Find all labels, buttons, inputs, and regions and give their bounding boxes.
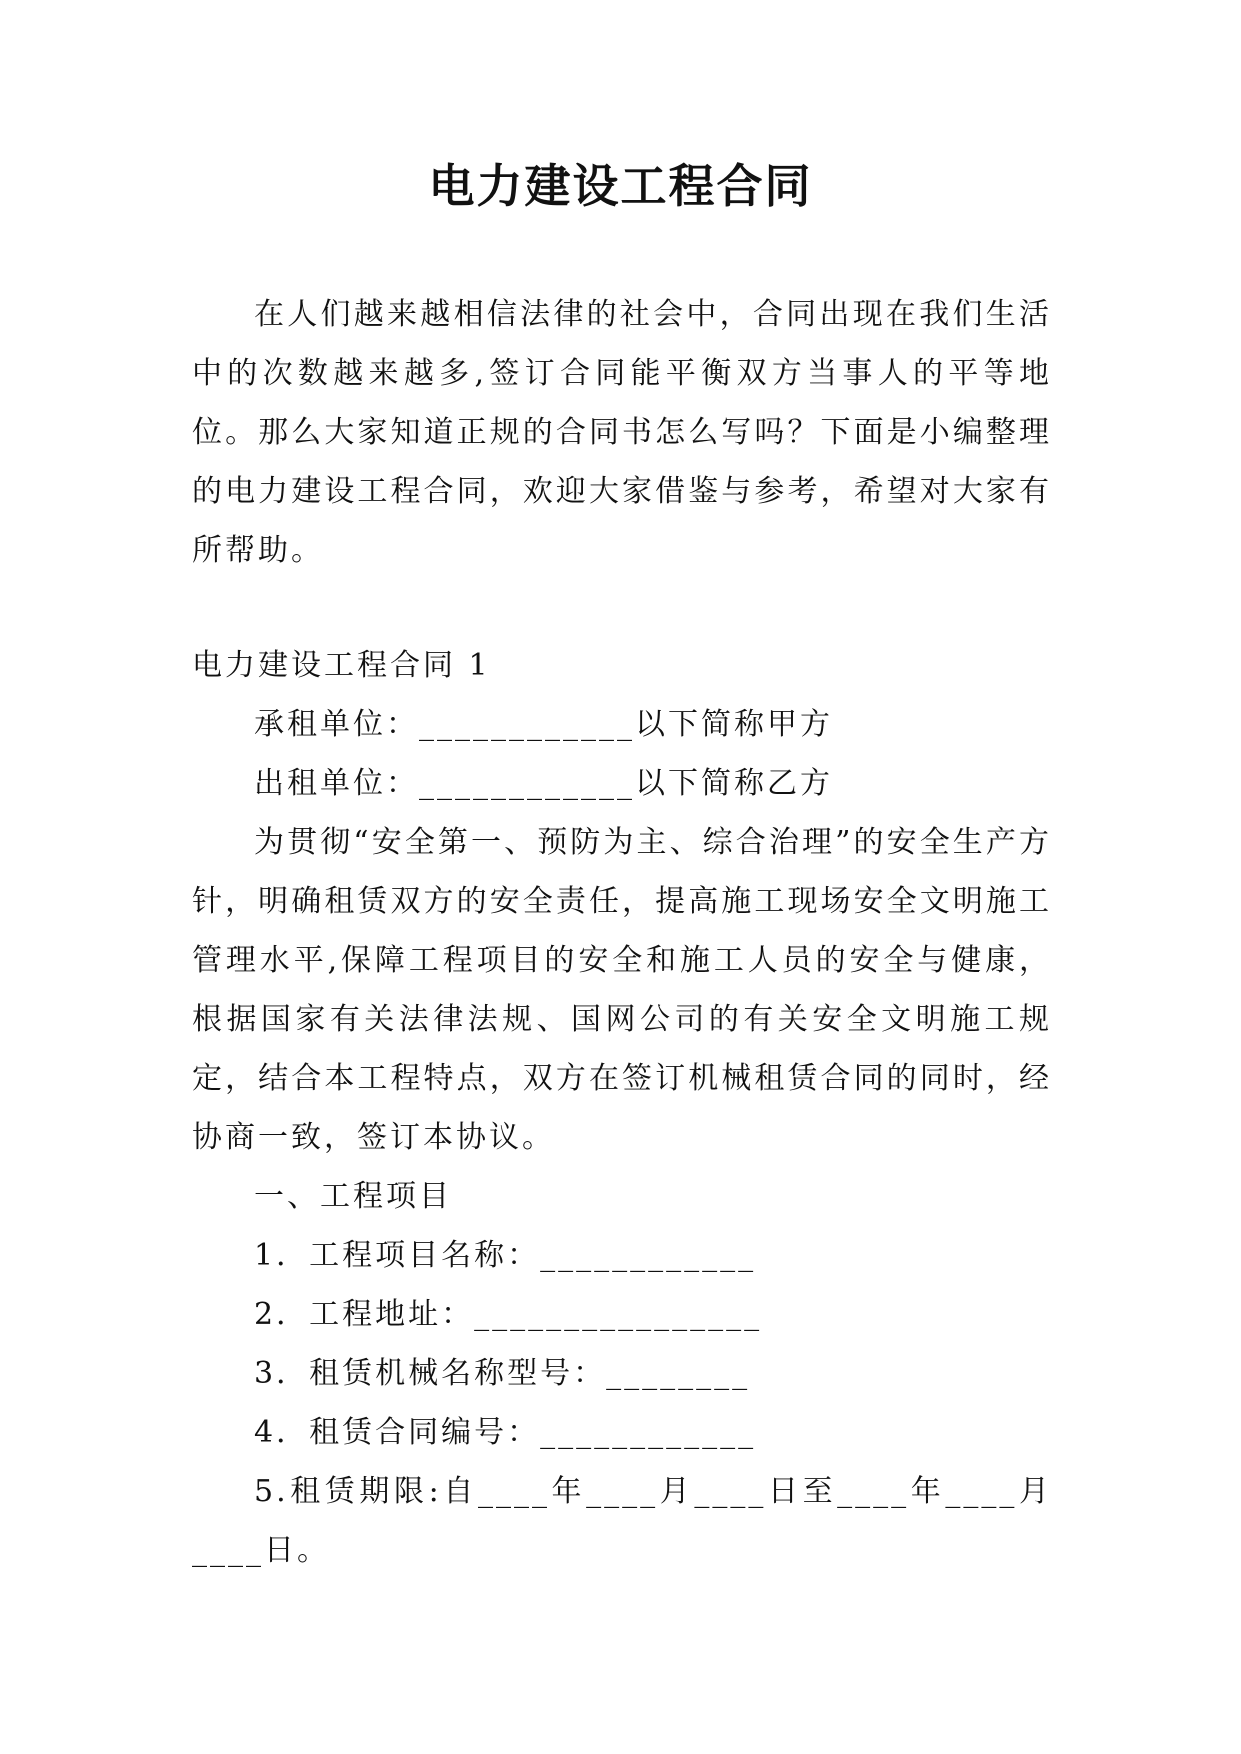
project-address-line: 2．工程地址：________________ [254, 1297, 763, 1332]
document-title: 电力建设工程合同 [428, 159, 813, 213]
project-name-line: 1．工程项目名称：____________ [254, 1238, 757, 1273]
intro-paragraph: 在人们越来越相信法律的社会中，合同出现在我们生活中的次数越来越多,签订合同能平衡双方当事人的平等地位。那么大家知道正规的合同书怎么写吗？下面是小编整理的电力建设工程合同，欢迎大家借鉴与参考，希望对大家有所帮助。 [192, 297, 1052, 568]
lessee-line: 承租单位：____________以下简称甲方 [254, 707, 833, 742]
chapter-heading: 一、工程项目 [254, 1179, 452, 1214]
lease-term-line: 5.租赁期限:自____年____月____日至____年____月____日。 [192, 1474, 1052, 1568]
lessor-line: 出租单位：____________以下简称乙方 [254, 766, 833, 801]
paragraph-spacer [192, 580, 1052, 636]
section-title: 电力建设工程合同 1 [192, 648, 491, 683]
purpose-paragraph: 为贯彻“安全第一、预防为主、综合治理”的安全生产方针，明确租赁双方的安全责任，提高施工现场安全文明施工管理水平,保障工程项目的安全和施工人员的安全与健康，根据国家有关法律法规、国网公司的有关安全文明施工规定，结合本工程特点，双方在签订机械租赁合同的同时，经协商一致，签订本协议。 [192, 825, 1052, 1155]
machine-model-line: 3．租赁机械名称型号：________ [254, 1356, 751, 1391]
contract-number-line: 4．租赁合同编号：____________ [254, 1415, 757, 1450]
document-body [192, 285, 1052, 1580]
